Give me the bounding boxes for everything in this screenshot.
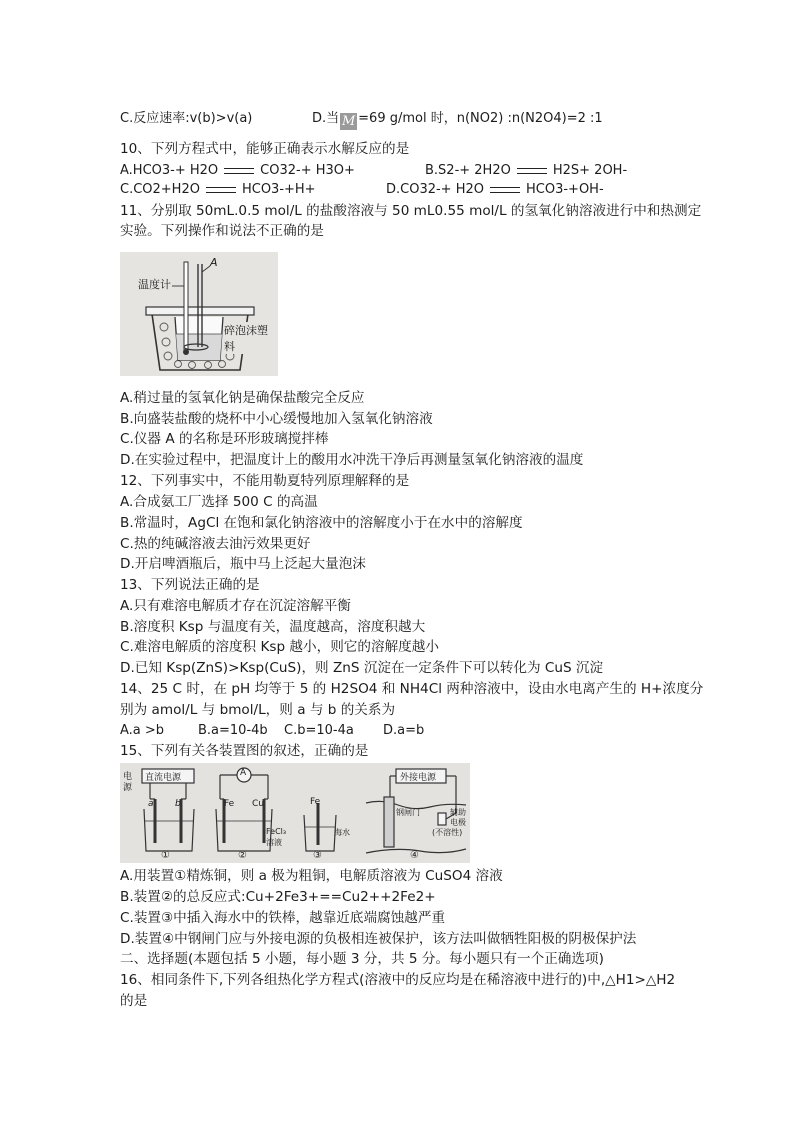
- reversible-arrow-icon: [222, 166, 256, 176]
- q14-option-d: D.a=b: [383, 723, 425, 738]
- q14-stem-line1: 14、25 C 时，在 pH 均等于 5 的 H2SO4 和 NH4Cl 两种溶液中，设由水电离产生的 H+浓度分: [120, 681, 704, 697]
- aux-electrode-label-1: 辅助: [450, 808, 466, 817]
- q14-option-a: A.a >b: [120, 723, 165, 738]
- q9-option-c: C.反应速率:v(b)>v(a): [120, 111, 253, 126]
- q10-option-d: [386, 181, 604, 199]
- q13-option-c: C.难溶电解质的溶度积 Ksp 越小，则它的溶解度越小: [120, 639, 439, 655]
- q10c-left: C.CO2+H2O: [120, 182, 200, 197]
- q11-stem-line1: 11、分别取 50mL.0.5 mol/L 的盐酸溶液与 50 mL0.55 mol/L 的氢氧化钠溶液进行中和热测定: [120, 203, 702, 219]
- q10b-left: B.S2-+ 2H2O: [425, 163, 511, 178]
- q10d-left: D.CO32-+ H2O: [386, 182, 484, 197]
- section-2-heading: 二、选择题(本题包括 5 小题，每小题 3 分，共 5 分。每小题只有一个正确选项): [120, 951, 604, 967]
- mean-molar-mass-symbol: M: [342, 114, 356, 129]
- q9d-suffix: =69 g/mol 时，n(NO2) :n(N2O4)=2 :1: [358, 111, 603, 126]
- q12-option-b: B.常温时，AgCl 在饱和氯化钠溶液中的溶解度小于在水中的溶解度: [120, 515, 523, 531]
- q10d-right: HCO3-+OH-: [526, 182, 604, 197]
- q12-stem: 12、下列事实中，不能用勒夏特列原理解释的是: [120, 473, 410, 489]
- q14-stem-line2: 别为 amol/L 与 bmol/L，则 a 与 b 的关系为: [120, 702, 396, 718]
- q15-stem: 15、下列有关各装置图的叙述，正确的是: [120, 743, 369, 759]
- q15-option-d: D.装置④中钢闸门应与外接电源的负极相连被保护，该方法叫做牺牲阳极的阴极保护法: [120, 931, 637, 947]
- reversible-arrow-icon: [488, 185, 522, 195]
- apparatus-number-1: ①: [161, 850, 170, 861]
- dc-power-label: 直流电源: [145, 773, 182, 783]
- q10a-right: CO32-+ H3O+: [260, 163, 355, 178]
- q11-option-a: A.稍过量的氢氧化钠是确保盐酸完全反应: [120, 390, 365, 406]
- fe-electrode-label: Fe: [224, 799, 235, 809]
- cu-electrode-label: Cu: [252, 799, 264, 809]
- q13-option-b: B.溶度积 Ksp 与温度有关，温度越高，溶度积越大: [120, 619, 426, 635]
- q12-option-a: A.合成氨工厂选择 500 C 的高温: [120, 494, 318, 510]
- q12-option-c: C.热的纯碱溶液去油污效果更好: [120, 536, 311, 552]
- seawater-label: 海水: [334, 828, 350, 837]
- reversible-arrow-icon: [204, 185, 238, 195]
- electrode-b-label: b: [175, 799, 181, 809]
- q14-option-b: B.a=10-4b: [198, 723, 268, 738]
- solution-label: 溶液: [266, 838, 282, 847]
- aux-electrode-label-2: 电极: [450, 818, 466, 827]
- q11-option-b: B.向盛装盐酸的烧杯中小心缓慢地加入氢氧化钠溶液: [120, 411, 433, 427]
- q16-stem-line1: 16、相同条件下,下列各组热化学方程式(溶液中的反应均是在稀溶液中进行的)中,△H1>△H2: [120, 972, 676, 988]
- power-label-1: 电: [123, 772, 133, 782]
- q9-option-d: [312, 110, 603, 130]
- power-label-2: 源: [123, 783, 133, 793]
- q15-option-c: C.装置③中插入海水中的铁棒，越靠近底端腐蚀越严重: [120, 910, 446, 926]
- q14-option-c: C.b=10-4a: [284, 723, 354, 738]
- q10-stem: 10、下列方程式中，能够正确表示水解反应的是: [120, 141, 410, 157]
- q10b-right: H2S+ 2OH-: [552, 163, 628, 178]
- q13-stem: 13、下列说法正确的是: [120, 577, 260, 593]
- q16-stem-line2: 的是: [120, 993, 148, 1009]
- q11-stem-line2: 实验。下列操作和说法不正确的是: [120, 223, 324, 239]
- q12-option-d: D.开启啤酒瓶后，瓶中马上泛起大量泡沫: [120, 556, 366, 572]
- q10-option-b: [425, 162, 627, 180]
- apparatus-figure: [120, 763, 470, 863]
- foam-label: 碎泡沫塑料: [224, 322, 278, 354]
- fe-rod-label: Fe: [310, 797, 321, 807]
- electrode-a-label: a: [148, 799, 154, 809]
- q13-option-d: D.已知 Ksp(ZnS)>Ksp(CuS)，则 ZnS 沉淀在一定条件下可以转化为 CuS 沉淀: [120, 660, 604, 676]
- calorimeter-figure: [120, 252, 278, 376]
- fecl3-label: FeCl₃: [266, 827, 287, 836]
- insoluble-label: (不溶性): [432, 828, 463, 837]
- q9d-prefix: D.当: [312, 111, 340, 126]
- external-power-label: 外接电源: [400, 773, 437, 783]
- ammeter-label: A: [240, 768, 247, 778]
- reversible-arrow-icon: [515, 166, 549, 176]
- apparatus-number-2: ②: [238, 850, 247, 861]
- apparatus-number-4: ④: [410, 850, 419, 861]
- q15-option-b: B.装置②的总反应式:Cu+2Fe3+==Cu2++2Fe2+: [120, 889, 436, 905]
- q10-option-a: [120, 162, 355, 180]
- thermometer-label: 温度计: [138, 278, 171, 291]
- q10c-right: HCO3-+H+: [241, 182, 316, 197]
- steel-gate-label: 钢闸门: [396, 808, 420, 817]
- stirrer-a-label: A: [210, 256, 218, 269]
- apparatus-number-3: ③: [313, 850, 322, 861]
- q15-option-a: A.用装置①精炼铜，则 a 极为粗铜，电解质溶液为 CuSO4 溶液: [120, 868, 503, 884]
- q11-option-d: D.在实验过程中，把温度计上的酸用水冲洗干净后再测量氢氧化钠溶液的温度: [120, 452, 584, 468]
- calorimeter-diagram: [120, 252, 278, 376]
- q10-option-c: [120, 181, 316, 199]
- q11-option-c: C.仪器 A 的名称是环形玻璃搅拌棒: [120, 431, 329, 447]
- q13-option-a: A.只有难溶电解质才存在沉淀溶解平衡: [120, 598, 351, 614]
- q10a-left: A.HCO3-+ H2O: [120, 163, 219, 178]
